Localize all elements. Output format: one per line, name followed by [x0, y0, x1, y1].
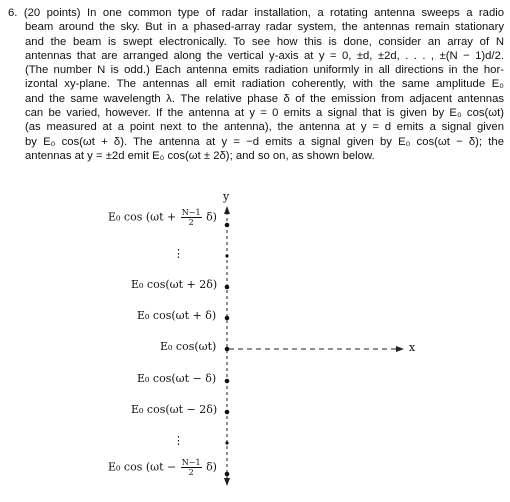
- problem-text-line: (as measured at a point next to the antenna), the antenna at y = d emits a signal given: [25, 121, 504, 134]
- problem-points: (20 points): [23, 7, 81, 19]
- problem-text-line: In one common type of radar installation, a rotating antenna sweeps a radio: [87, 7, 505, 19]
- problem-text-line: and the same wavelength λ. The relative phase δ of the emission from adjacent antennas: [25, 92, 504, 105]
- signal-bottom-prefix: E₀ cos (ωt −: [108, 460, 177, 474]
- ellipsis-dot: [225, 441, 228, 444]
- fraction-denominator: 2: [188, 218, 194, 227]
- y-axis-label: y: [223, 190, 230, 203]
- problem-text-line: can be varied, however. If the antenna at y = 0 emits a signal that is given by E₀ cos(ωt): [25, 107, 504, 120]
- ellipsis-upper: ⋮: [173, 247, 184, 260]
- signal-top-prefix: E₀ cos (ωt +: [108, 210, 177, 224]
- signal-top-suffix: δ): [206, 210, 217, 224]
- problem-text-line: (The number N is odd.) Each antenna emits radiation uniformly in all directions in the hor-: [25, 64, 504, 77]
- antenna-origin: [225, 347, 230, 352]
- signal-label-zero: E₀ cos(ωt): [160, 340, 217, 353]
- problem-text-line: antennas at y = ±2d emit E₀ cos(ωt ± 2δ); and so on, as shown below.: [25, 149, 375, 162]
- signal-label-bottom: [108, 458, 217, 477]
- antenna-plus-d: [225, 316, 230, 321]
- fraction-denominator: 2: [188, 468, 194, 477]
- problem-number: 6.: [8, 7, 18, 19]
- signal-bottom-suffix: δ): [206, 460, 217, 474]
- y-axis-arrowhead-bottom: [224, 478, 230, 486]
- problem-text-line: izontal xy-plane. The antennas all emit radiation coherently, with the same amplitude E₀: [25, 78, 504, 91]
- signal-label-minus-2delta: E₀ cos(ωt − 2δ): [131, 403, 218, 416]
- antenna-top: [225, 223, 230, 228]
- signal-label-minus-delta: E₀ cos(ωt − δ): [137, 372, 217, 385]
- problem-text-line: antennas that are arranged along the vertical y-axis at y = 0, ±d, ±2d, . . . , ±(N − 1)d/2.: [25, 49, 504, 62]
- y-axis-arrowhead-top: [224, 206, 230, 214]
- problem-text-line: by E₀ cos(ωt + δ). The antenna at y = −d emits a signal given by E₀ cos(ωt − δ); the: [25, 135, 504, 148]
- ellipsis-dot: [225, 254, 228, 257]
- antenna-plus-2d: [225, 285, 230, 290]
- antenna-minus-d: [225, 379, 230, 384]
- ellipsis-lower: ⋮: [173, 434, 184, 447]
- fraction: [181, 458, 202, 477]
- problem-text-line: and the beam is swept electronically. To see how this is done, consider an array of N: [25, 35, 504, 48]
- fraction-numerator: N−1: [181, 208, 201, 217]
- problem-text-line: beam around the sky. But in a phased-array radar system, the antennas remain stationary: [25, 21, 504, 34]
- fraction-numerator: N−1: [181, 458, 201, 467]
- x-axis-label: x: [409, 341, 416, 354]
- signal-label-top: [108, 208, 217, 227]
- signal-label-plus-2delta: E₀ cos(ωt + 2δ): [131, 278, 218, 291]
- antenna-minus-2d: [225, 410, 230, 415]
- fraction: [181, 208, 202, 227]
- antenna-bottom: [225, 472, 230, 477]
- x-axis-arrowhead: [396, 346, 404, 352]
- signal-label-plus-delta: E₀ cos(ωt + δ): [137, 309, 217, 322]
